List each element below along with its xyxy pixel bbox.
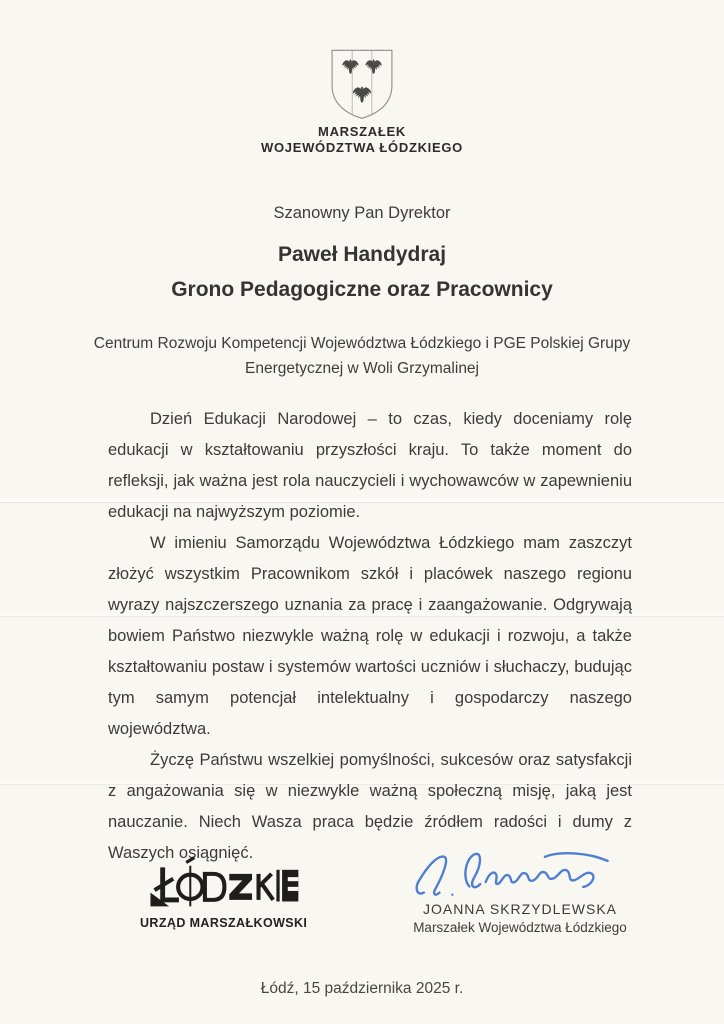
signatory-title: Marszałek Województwa Łódzkiego — [413, 920, 627, 935]
paragraph-1: Dzień Edukacji Narodowej – to czas, kiedy doceniamy rolę edukacji w kształtowaniu przyszłości kraju. To także moment do refleksji, jak ważna jest rola nauczycieli i wychowawców w zapewnieniu edukacji na najwyższym poziomie. — [108, 410, 632, 521]
letterhead-org-line2: WOJEWÓDZTWA ŁÓDZKIEGO — [261, 140, 463, 155]
institution-line1: Centrum Rozwoju Kompetencji Województwa Łódzkiego i PGE Polskiej Grupy — [93, 335, 631, 352]
coat-of-arms-icon — [328, 47, 396, 128]
dateline: Łódź, 15 października 2025 r. — [260, 980, 464, 997]
letter-body — [108, 404, 632, 869]
signature-block — [392, 838, 648, 935]
lodzkie-wordmark-icon — [140, 856, 308, 908]
recipient-institution — [0, 331, 724, 381]
recipient-group: Grono Pedagogiczne oraz Pracownicy — [171, 278, 553, 301]
letterhead-org-line1: MARSZAŁEK — [318, 124, 406, 139]
handwritten-signature-icon — [402, 832, 637, 910]
institution-line2: Energetycznej w Woli Grzymalinej — [244, 360, 479, 377]
paragraph-2: W imieniu Samorządu Województwa Łódzkiego mam zaszczyt złożyć wszystkim Pracownikom szkół i placówek naszego regionu wyrazy najszczerszego uznania za pracę i zaangażowanie. Odgrywają bowiem Państwo niezwykle ważną rolę w edukacji i rozwoju, a także kształtowaniu postaw i systemów wartości uczniów i słuchaczy, budując tym samym potencjał intelektualny i gospodarczy naszego województwa. — [108, 534, 632, 738]
salutation: Szanowny Pan Dyrektor — [273, 204, 451, 222]
lodzkie-office-logo — [140, 856, 320, 930]
signatory-name: JOANNA SKRZYDLEWSKA — [422, 901, 618, 917]
recipient-name: Paweł Handydraj — [277, 243, 447, 266]
logo-subtitle: URZĄD MARSZAŁKOWSKI — [140, 916, 308, 930]
paragraph-3: Życzę Państwu wszelkiej pomyślności, sukcesów oraz satysfakcji z angażowania się w niezwykle ważną społeczną misję, jaką jest nauczanie. Niech Wasza praca będzie źródłem radości i dumy z Waszych osiągnięć. — [108, 751, 632, 862]
letterhead-org — [0, 124, 724, 156]
